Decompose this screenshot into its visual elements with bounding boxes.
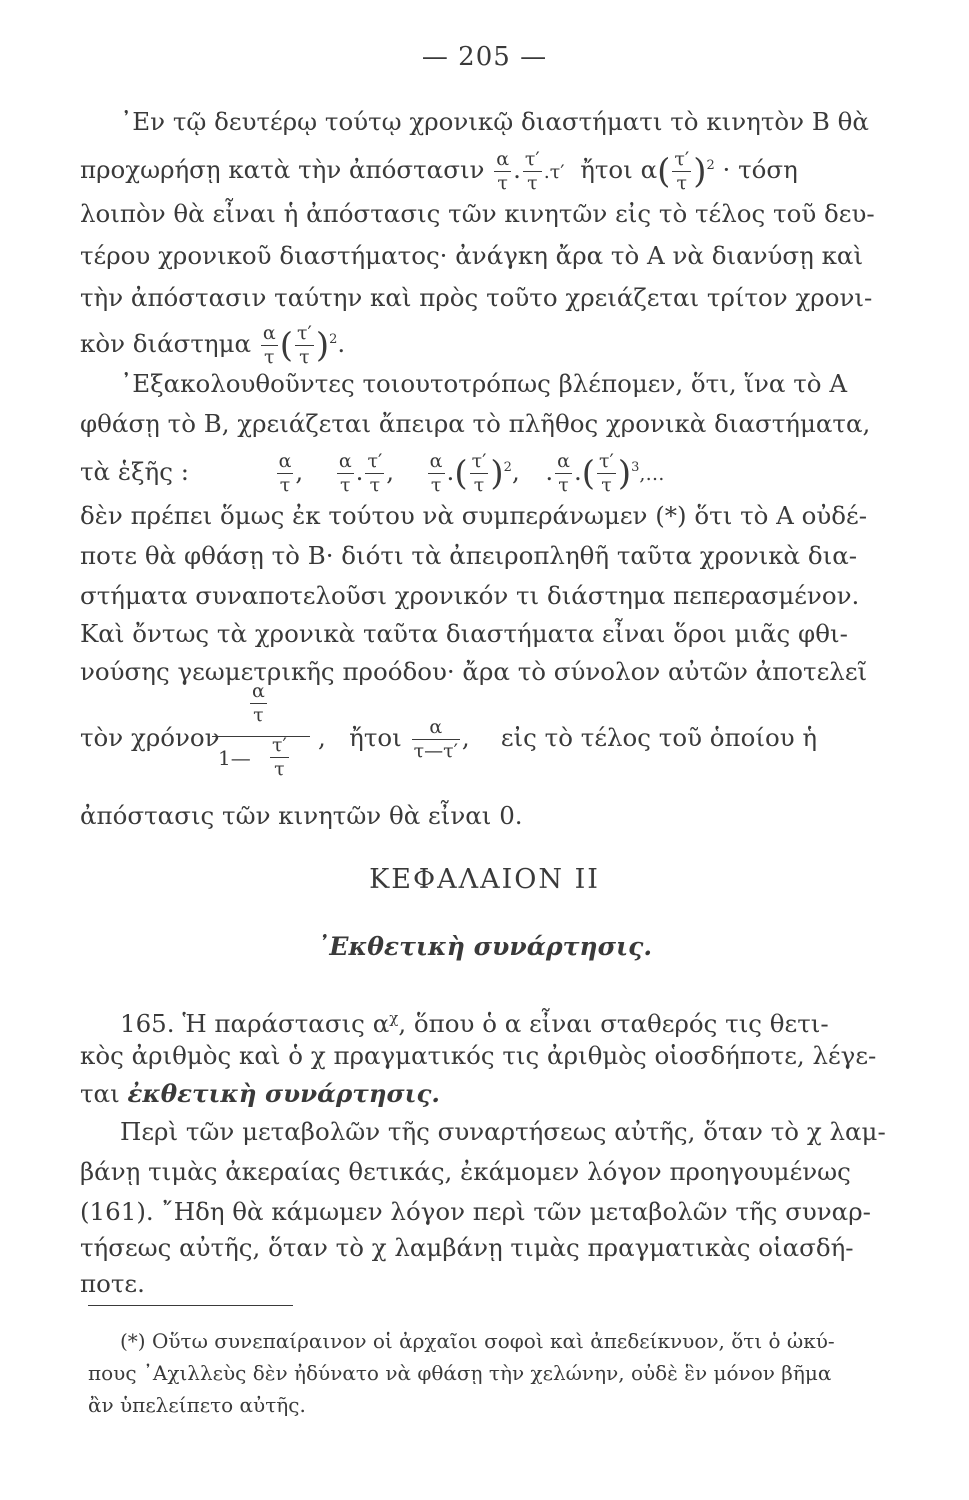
text-segment: , ὅπου ὁ α εἶναι σταθερός τις θετι- <box>398 1009 829 1039</box>
text-segment: 165. Ἡ παράστασις α <box>120 1009 390 1039</box>
fraction-a-over-t: $\frac{\alpha}{\tau}$ <box>557 450 570 497</box>
fraction-tp-over-t: $\frac{\tau'}{\tau}$ <box>471 450 487 497</box>
text-line: ποτε θὰ φθάσῃ τὸ Β· διότι τὰ ἀπειροπληθῆ ταῦτα χρονικὰ δια- <box>80 541 858 570</box>
fraction-a-over-t: $\frac{\alpha}{\tau}$ <box>278 450 292 497</box>
defined-term: ἐκθετικὴ συνάρτησις. <box>127 1079 440 1108</box>
text-segment: εἰς τὸ τέλος τοῦ ὁποίου ἡ <box>500 723 818 752</box>
fraction-tp-over-t: $\frac{\tau'}{\tau}$ <box>367 450 383 497</box>
fraction-a-over-t-minus-tp: $\frac{\alpha}{\tau—\tau'}$ <box>413 716 458 762</box>
text-line-with-formula: προχωρήσῃ κατὰ τὴν ἀπόστασιν $\frac{\alpha}{\tau}$ . $\frac{\tau'}{\tau}$ .τ′ ἤτοι α( $\frac{\tau'}{\tau}$ )$^2$ · τόση <box>80 148 798 195</box>
text-line: λοιπὸν θὰ εἶναι ἡ ἀπόστασις τῶν κινητῶν εἰς τὸ τέλος τοῦ δευ- <box>80 199 875 228</box>
text-line: βάνῃ τιμὰς ἀκεραίας θετικάς, ἐκάμομεν λόγον προηγουμένως <box>80 1157 851 1186</box>
text-line: ποτε. <box>80 1269 145 1298</box>
text-line-with-term <box>80 1074 840 1114</box>
text-segment: ἤτοι α <box>580 155 658 185</box>
one-minus: 1— <box>218 746 251 770</box>
fraction-tp-over-t: $\frac{\tau'}{\tau}$ <box>599 450 614 497</box>
fraction-tp-over-t: $\frac{\tau'}{\tau}$ <box>674 148 690 195</box>
text-segment: τὸν χρόνον <box>80 723 220 752</box>
footnote-line: (*) Οὕτω συνεπαίραινον οἱ ἀρχαῖοι σοφοὶ καὶ ἀπεδείκνυον, ὅτι ὁ ὠκύ- <box>120 1329 835 1353</box>
text-segment: τὰ ἑξῆς : <box>80 457 189 487</box>
series-formula-line: τὰ ἑξῆς : $\frac{\alpha}{\tau}$ , $\frac{\alpha}{\tau}$ . $\frac{\tau'}{\tau}$ , $\frac{\alpha}{\tau}$ .( $\frac{\tau'}{\tau}$ )$^2$, . $\frac{\alpha}{\tau}$ .( $\frac{\tau'}{\tau}$ )$^3$,… <box>80 450 665 497</box>
text-line: στήματα συναποτελοῦσι χρονικόν τι διάστημα πεπερασμένον. <box>80 581 860 610</box>
compound-fraction <box>212 680 310 790</box>
fraction-a-over-t: $\frac{\alpha}{\tau}$ <box>252 680 265 726</box>
fraction-tp-over-t: $\frac{\tau'}{\tau}$ <box>296 322 312 369</box>
footnote-rule <box>88 1305 293 1306</box>
fraction-a-over-t: $\frac{\alpha}{\tau}$ <box>429 450 443 497</box>
exponent: 2 <box>706 158 715 173</box>
text-segment: · τόση <box>722 155 798 185</box>
text-line: ᾿Εν τῷ δευτέρῳ τούτῳ χρονικῷ διαστήματι τὸ κινητὸν Β θὰ <box>120 107 869 136</box>
text-line: Περὶ τῶν μεταβολῶν τῆς συναρτήσεως αὐτῆς, ὅταν τὸ χ λαμ- <box>120 1117 886 1146</box>
exponent: χ <box>389 1009 399 1027</box>
text-line: νούσης γεωμετρικῆς προόδου· ἄρα τὸ σύνολον αὐτῶν ἀποτελεῖ <box>80 657 868 686</box>
fraction-a-over-t: $\frac{\alpha}{\tau}$ <box>262 322 276 369</box>
paragraph-165-line <box>120 998 880 1038</box>
exponent: 2 <box>503 460 512 475</box>
fraction-tp-over-t: $\frac{\tau'}{\tau}$ <box>272 734 287 780</box>
text-line: τὴν ἀπόστασιν ταύτην καὶ πρὸς τοῦτο χρειάζεται τρίτον χρονι- <box>80 283 873 312</box>
footnote-line: ἂν ὑπελείπετο αὐτῆς. <box>88 1393 306 1417</box>
footnote-line: πους ᾿Αχιλλεὺς δὲν ἠδύνατο νὰ φθάσῃ τὴν χελώνην, οὐδὲ ἓν μόνον βῆμα <box>88 1361 832 1385</box>
fraction-a-over-t: $\frac{\alpha}{\tau}$ <box>496 148 510 195</box>
text-line-with-formula: κὸν διάστημα $\frac{\alpha}{\tau}$ ( $\frac{\tau'}{\tau}$ )$^2$. <box>80 322 346 369</box>
exponent: 2 <box>329 332 338 347</box>
text-segment: κὸν διάστημα <box>80 329 252 359</box>
page-number: — 205 — <box>421 42 548 72</box>
text-line: Καὶ ὄντως τὰ χρονικὰ ταῦτα διαστήματα εἶναι ὅροι μιᾶς φθι- <box>80 619 848 648</box>
text-line-with-formula: , ἤτοι $\frac{\alpha}{\tau—\tau'}$ , εἰς τὸ τέλος τοῦ ὁποίου ἡ <box>318 716 818 762</box>
fraction-tp-over-t: $\frac{\tau'}{\tau}$ <box>524 148 540 195</box>
text-line: κὸς ἀριθμὸς καὶ ὁ χ πραγματικός τις ἀριθμὸς οἱοσδήποτε, λέγε- <box>80 1041 877 1070</box>
text-line: φθάσῃ τὸ Β, χρειάζεται ἄπειρα τὸ πλῆθος χρονικὰ διαστήματα, <box>80 409 871 438</box>
dot-tp: .τ′ <box>543 161 565 184</box>
section-subtitle: ᾿Εκθετικὴ συνάρτησις. <box>316 932 653 961</box>
ellipsis: ,… <box>639 463 665 486</box>
text-line: (161). ῎Ηδη θὰ κάμωμεν λόγον περὶ τῶν μεταβολῶν τῆς συναρ- <box>80 1197 871 1226</box>
exponent: 3 <box>631 460 640 475</box>
text-segment: ἤτοι <box>349 723 402 752</box>
text-line: ᾿Εξακολουθοῦντες τοιουτοτρόπως βλέπομεν, ὅτι, ἵνα τὸ Α <box>120 369 848 398</box>
fraction-bar <box>212 736 310 737</box>
text-line: τέρου χρονικοῦ διαστήματος· ἀνάγκη ἄρα τὸ Α νὰ διανύσῃ καὶ <box>80 241 864 270</box>
text-line: ἀπόστασις τῶν κινητῶν θὰ εἶναι 0. <box>80 801 523 830</box>
chapter-title: ΚΕΦΑΛΑΙΟΝ ΙΙ <box>369 864 600 895</box>
text-segment: ται <box>80 1079 120 1108</box>
text-line: τήσεως αὐτῆς, ὅταν τὸ χ λαμβάνῃ τιμὰς πραγματικὰς οἱασδή- <box>80 1233 854 1262</box>
text-line: δὲν πρέπει ὅμως ἐκ τούτου νὰ συμπεράνωμεν (*) ὅτι τὸ Α οὐδέ- <box>80 501 868 530</box>
text-segment: προχωρήσῃ κατὰ τὴν ἀπόστασιν <box>80 155 485 185</box>
fraction-a-over-t: $\frac{\alpha}{\tau}$ <box>338 450 352 497</box>
